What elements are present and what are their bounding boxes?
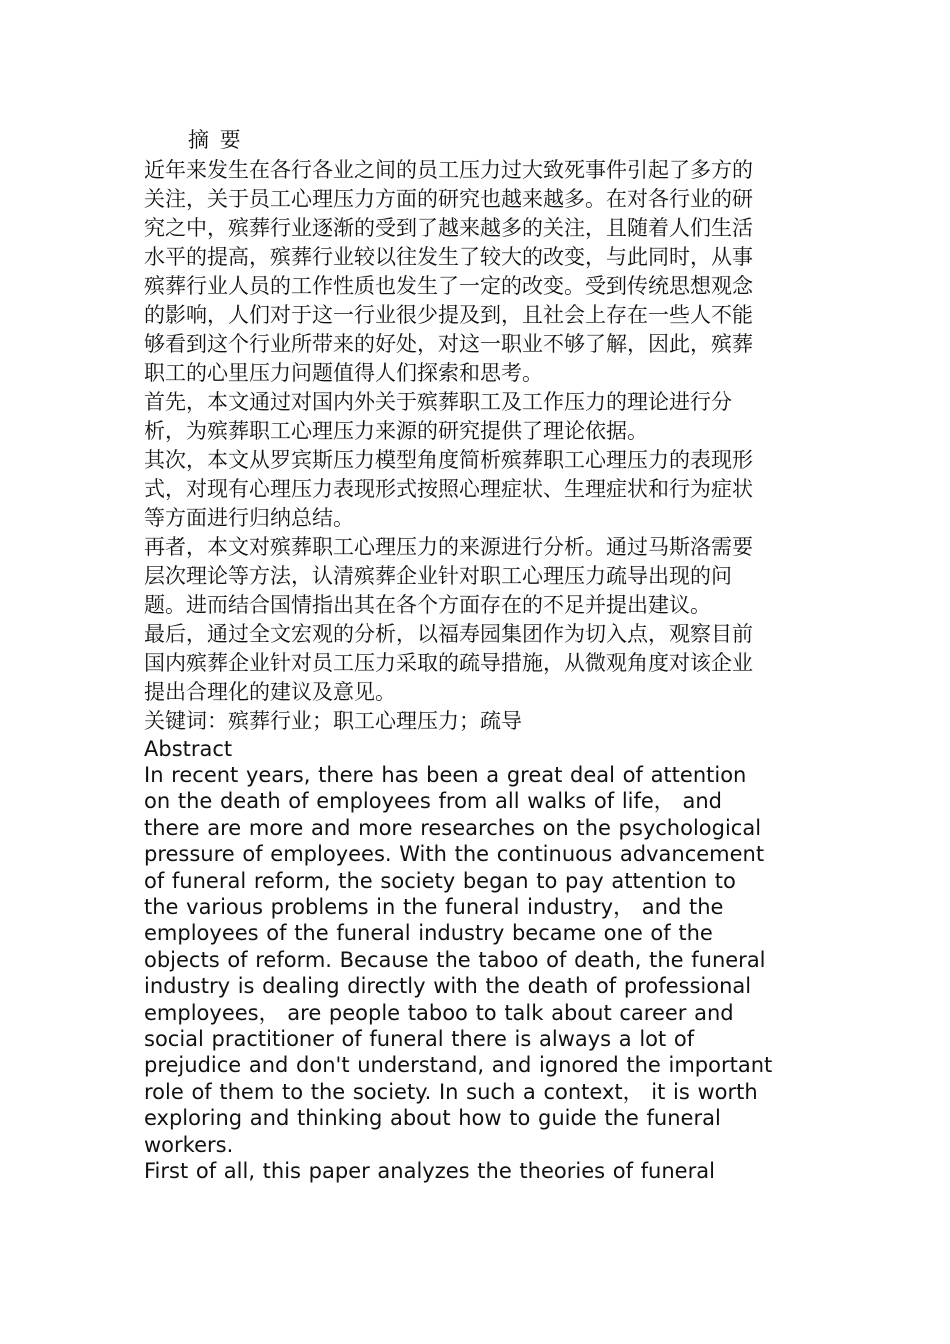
abstract-en-title: Abstract (144, 737, 233, 761)
abstract-en-paragraph-2 (144, 1158, 814, 1184)
abstract-cn-keywords: 关键词：殡葬行业；职工心理压力；疏导 (144, 709, 522, 733)
text-line: 式，对现有心理压力表现形式按照心理症状、生理症状和行为症状 (144, 477, 753, 501)
text-line: 其次，本文从罗宾斯压力模型角度简析殡葬职工心理压力的表现形 (144, 448, 753, 472)
text-line: 的影响，人们对于这一行业很少提及到，且社会上存在一些人不能 (144, 303, 753, 327)
abstract-cn-title: 摘 要 (188, 128, 243, 152)
text-line: 层次理论等方法，认清殡葬企业针对职工心理压力疏导出现的问 (144, 564, 732, 588)
text-line: First of all, this paper analyzes the theories of funeral (144, 1159, 715, 1184)
abstract-cn-paragraph-5 (144, 620, 806, 707)
text-line: 究之中，殡葬行业逐渐的受到了越来越多的关注，且随着人们生活 (144, 216, 753, 240)
text-line: social practitioner of funeral there is always a lot of (144, 1027, 695, 1052)
text-line: pressure of employees. With the continuous advancement (144, 842, 765, 867)
abstract-cn-paragraph-2 (144, 388, 806, 446)
text-line: workers. (144, 1132, 234, 1157)
text-line: of funeral reform, the society began to pay attention to (144, 868, 736, 893)
text-line: 够看到这个行业所带来的好处，对这一职业不够了解，因此，殡葬 (144, 332, 753, 356)
abstract-en-paragraph-1 (144, 762, 814, 1158)
text-line: 题。进而结合国情指出其在各个方面存在的不足并提出建议。 (144, 593, 711, 617)
text-line: 提出合理化的建议及意见。 (144, 680, 396, 704)
text-line: 职工的心里压力问题值得人们探索和思考。 (144, 361, 543, 385)
text-line: employees， are people taboo to talk about career and (144, 1000, 734, 1025)
text-line: 水平的提高，殡葬行业较以往发生了较大的改变，与此同时，从事 (144, 245, 753, 269)
text-line: 殡葬行业人员的工作性质也发生了一定的改变。受到传统思想观念 (144, 274, 753, 298)
text-line: 等方面进行归纳总结。 (144, 506, 354, 530)
text-line: 近年来发生在各行各业之间的员工压力过大致死事件引起了多方的 (144, 158, 753, 182)
text-line: In recent years, there has been a great deal of attention (144, 763, 747, 787)
text-line: 析，为殡葬职工心理压力来源的研究提供了理论依据。 (144, 419, 648, 443)
text-line: exploring and thinking about how to guide the funeral (144, 1106, 721, 1131)
text-line: 最后，通过全文宏观的分析，以福寿园集团作为切入点，观察目前 (144, 622, 753, 646)
text-line: on the death of employees from all walks of life， and (144, 789, 722, 814)
text-line: 关注，关于员工心理压力方面的研究也越来越多。在对各行业的研 (144, 187, 753, 211)
document-body (144, 124, 814, 1185)
text-line: industry is dealing directly with the death of professional (144, 974, 752, 999)
text-line: 国内殡葬企业针对员工压力采取的疏导措施，从微观角度对该企业 (144, 651, 753, 675)
text-line: role of them to the society. In such a context， it is worth (144, 1079, 758, 1104)
text-line: objects of reform. Because the taboo of death, the funeral (144, 947, 766, 972)
text-line: the various problems in the funeral industry， and the (144, 895, 724, 920)
text-line: prejudice and don't understand, and ignored the important (144, 1053, 773, 1078)
text-line: 首先，本文通过对国内外关于殡葬职工及工作压力的理论进行分 (144, 390, 732, 414)
abstract-cn-paragraph-3 (144, 446, 806, 533)
text-line: 再者，本文对殡葬职工心理压力的来源进行分析。通过马斯洛需要 (144, 535, 753, 559)
text-line: employees of the funeral industry became one of the (144, 921, 713, 946)
abstract-cn-paragraph-4 (144, 533, 806, 620)
abstract-cn-paragraph-1 (144, 156, 806, 388)
text-line: there are more and more researches on the psychological (144, 815, 762, 840)
